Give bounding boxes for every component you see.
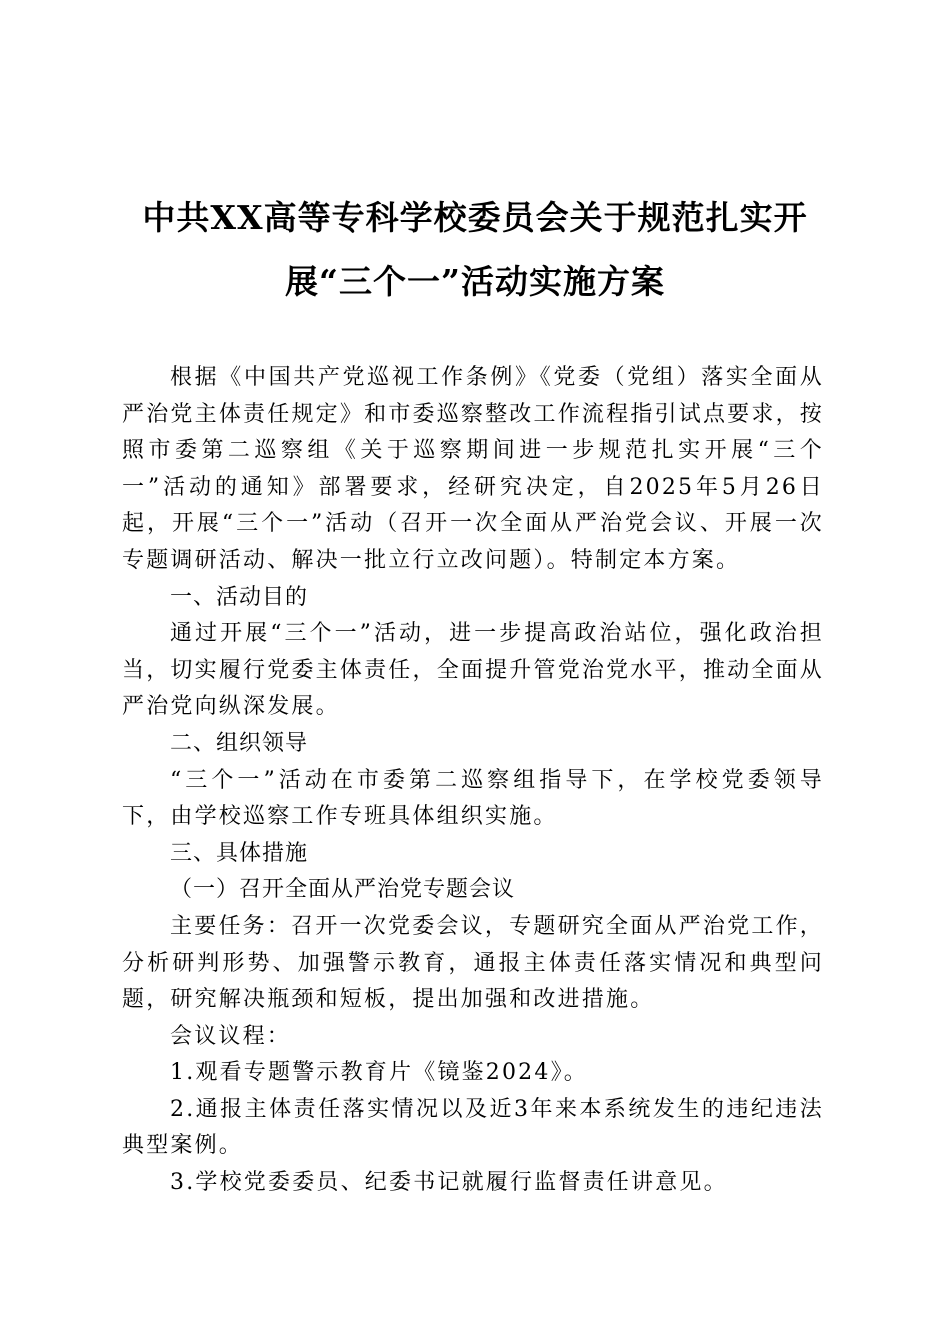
section-2-heading: 二、组织领导 (170, 730, 309, 756)
document-title-line-2: 展“三个一”活动实施方案 (285, 262, 665, 301)
agenda-item-3: 3.学校党委委员、纪委书记就履行监督责任讲意见。 (170, 1170, 728, 1196)
intro-paragraph: 根据《中国共产党巡视工作条例》《党委（党组）落实全面从严治党主体责任规定》和市委巡察整改工作流程指引试点要求，按照市委第二巡察组《关于巡察期间进一步规范扎实开展“三个一”活动的通知》部署要求，经研究决定，自2025年5月26日起，开展“三个一”活动（召开一次全面从严治党会议、开展一次专题调研活动、解决一批立行立改问题）。特制定本方案。 (122, 365, 824, 573)
section-3-tasks-paragraph: 主要任务：召开一次党委会议，专题研究全面从严治党工作，分析研判形势、加强警示教育，通报主体责任落实情况和典型问题，研究解决瓶颈和短板，提出加强和改进措施。 (122, 913, 824, 1013)
section-2-paragraph: “三个一”活动在市委第二巡察组指导下，在学校党委领导下，由学校巡察工作专班具体组织实施。 (122, 767, 824, 830)
section-3-heading: 三、具体措施 (170, 840, 309, 866)
agenda-item-2: 2.通报主体责任落实情况以及近3年来本系统发生的违纪违法典型案例。 (122, 1096, 824, 1159)
agenda-item-1: 1.观看专题警示教育片《镜鉴2024》。 (170, 1060, 588, 1086)
section-1-paragraph: 通过开展“三个一”活动，进一步提高政治站位，强化政治担当，切实履行党委主体责任，全面提升管党治党水平，推动全面从严治党向纵深发展。 (122, 621, 824, 720)
section-3-subheading-1: （一）召开全面从严治党专题会议 (170, 877, 516, 903)
section-1-heading: 一、活动目的 (170, 584, 309, 610)
agenda-label: 会议议程： (170, 1023, 292, 1049)
document-body (122, 360, 824, 1202)
document-title-line-1: 中共XX高等专科学校委员会关于规范扎实开 (142, 198, 808, 237)
